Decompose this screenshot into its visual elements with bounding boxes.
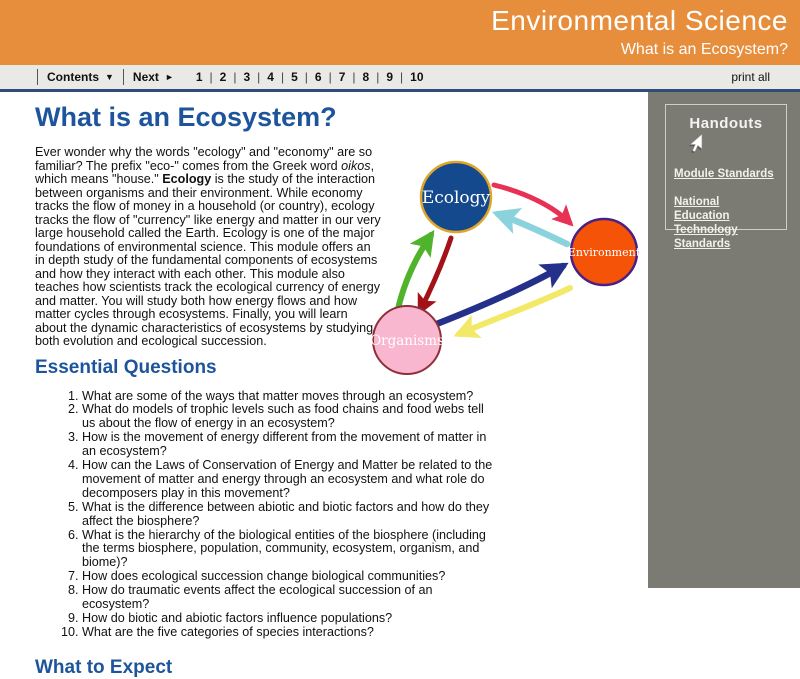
print-all-button[interactable]: print all bbox=[731, 70, 770, 84]
question-item: 6. What is the hierarchy of the biological entities of the biosphere (including the terms biosphere, population, community, ecosystem, organism, and biome)? bbox=[82, 529, 498, 571]
nav-page-8[interactable]: 8 bbox=[362, 70, 370, 84]
nav-page-5[interactable]: 5 bbox=[291, 70, 298, 84]
intro-text: Ever wonder why the words "ecology" and "economy" are so familiar? The prefix "eco-" comes from the Greek word bbox=[35, 145, 373, 173]
nav-page-6[interactable]: 6 bbox=[314, 70, 322, 84]
separator: | bbox=[328, 70, 332, 84]
nav-page-2[interactable]: 2 bbox=[219, 70, 227, 84]
nav-page-3[interactable]: 3 bbox=[243, 70, 251, 84]
nav-bar bbox=[0, 65, 800, 89]
question-item: 8. How do traumatic events affect the ecological succession of an ecosystem? bbox=[82, 584, 498, 612]
question-item: 3. How is the movement of energy different from the movement of matter in an ecosystem? bbox=[82, 431, 498, 459]
separator: | bbox=[280, 70, 285, 84]
nav-page-9[interactable]: 9 bbox=[386, 70, 394, 84]
intro-text: , which means "house." bbox=[35, 158, 375, 186]
separator: | bbox=[304, 70, 308, 84]
ecology-bold: Ecology bbox=[162, 172, 212, 186]
arrow-environment-to-ecology bbox=[498, 214, 567, 244]
handout-links bbox=[674, 167, 778, 251]
separator: | bbox=[233, 70, 237, 84]
content-area bbox=[0, 92, 648, 678]
ecosystem-diagram bbox=[372, 147, 652, 382]
nav-page-10[interactable]: 10 bbox=[410, 70, 424, 84]
contents-label: Contents bbox=[47, 70, 99, 84]
page-title: What is an Ecosystem? bbox=[35, 102, 337, 132]
handouts-title: Handouts bbox=[689, 115, 763, 132]
question-item: 4. How can the Laws of Conservation of Energy and Matter be related to the movement of matter and energy through an ecosystem and what role do decomposers play in this movement? bbox=[82, 459, 498, 501]
question-item: 10. What are the five categories of species interactions? bbox=[82, 626, 498, 640]
handouts-box bbox=[665, 104, 787, 250]
nav-page-7[interactable]: 7 bbox=[338, 70, 346, 84]
nav-page-1[interactable]: 1 bbox=[195, 70, 203, 84]
page-number-list bbox=[189, 70, 431, 84]
next-button[interactable] bbox=[124, 70, 183, 84]
question-item: 9. How do biotic and abiotic factors influence populations? bbox=[82, 612, 498, 626]
national-education-technology-standards-link[interactable]: National Education Technology Standards bbox=[674, 196, 738, 250]
question-item: 1. What are some of the ways that matter moves through an ecosystem? bbox=[82, 390, 498, 404]
play-right-icon: ► bbox=[164, 72, 174, 82]
sidebar bbox=[648, 92, 800, 588]
main-area bbox=[0, 92, 800, 678]
page-subtitle: What is an Ecosystem? bbox=[620, 41, 788, 58]
intro-text: is the study of the interaction between organisms and their environment. While economy tracks the flow of money in a household (or country), ecology tracks the flow of "currency" like energy and matter in our very large household called the Earth. Ecology is one of the major foundations of environmental science. This module offers an in depth study of the fundamental components of ecosystems and how they interact with each other. This module also teaches how scientists track the ecological currency of energy and matter. You will study both how energy flows and how matter cycles through ecosystems. Finally, you will learn about the dynamic characteristics of ecosystems by studying both evolution and ecological succession. bbox=[35, 172, 381, 348]
intro-paragraph bbox=[35, 146, 382, 349]
module-standards-link[interactable]: Module Standards bbox=[674, 168, 774, 180]
what-to-expect-heading: What to Expect bbox=[35, 656, 173, 678]
separator: | bbox=[376, 70, 380, 84]
essential-questions-list bbox=[0, 390, 648, 640]
header-banner bbox=[0, 0, 800, 65]
question-item: 7. How does ecological succession change biological communities? bbox=[82, 570, 498, 584]
separator: | bbox=[352, 70, 356, 84]
contents-menu-button[interactable] bbox=[38, 70, 123, 84]
separator: | bbox=[257, 70, 261, 84]
nav-page-4[interactable]: 4 bbox=[267, 70, 274, 84]
oikos-italic: oikos bbox=[341, 158, 371, 173]
environment-node-label: Environment bbox=[567, 246, 641, 259]
question-item: 5. What is the difference between abiotic and biotic factors and how do they affect the biosphere? bbox=[82, 501, 498, 529]
question-item: 2. What do models of trophic levels such as food chains and food webs tell us about the flow of energy in an ecosystem? bbox=[82, 403, 498, 431]
essential-questions-heading: Essential Questions bbox=[35, 356, 217, 378]
ecology-node-label: Ecology bbox=[421, 188, 491, 208]
nav-left-group bbox=[0, 65, 431, 89]
chevron-down-icon: ▼ bbox=[105, 72, 114, 82]
site-title: Environmental Science bbox=[491, 5, 788, 36]
separator: | bbox=[209, 70, 213, 84]
organisms-node-label: Organisms bbox=[370, 333, 444, 349]
separator: | bbox=[400, 70, 404, 84]
next-label: Next bbox=[132, 70, 159, 84]
mouse-pointer-icon bbox=[682, 134, 778, 158]
